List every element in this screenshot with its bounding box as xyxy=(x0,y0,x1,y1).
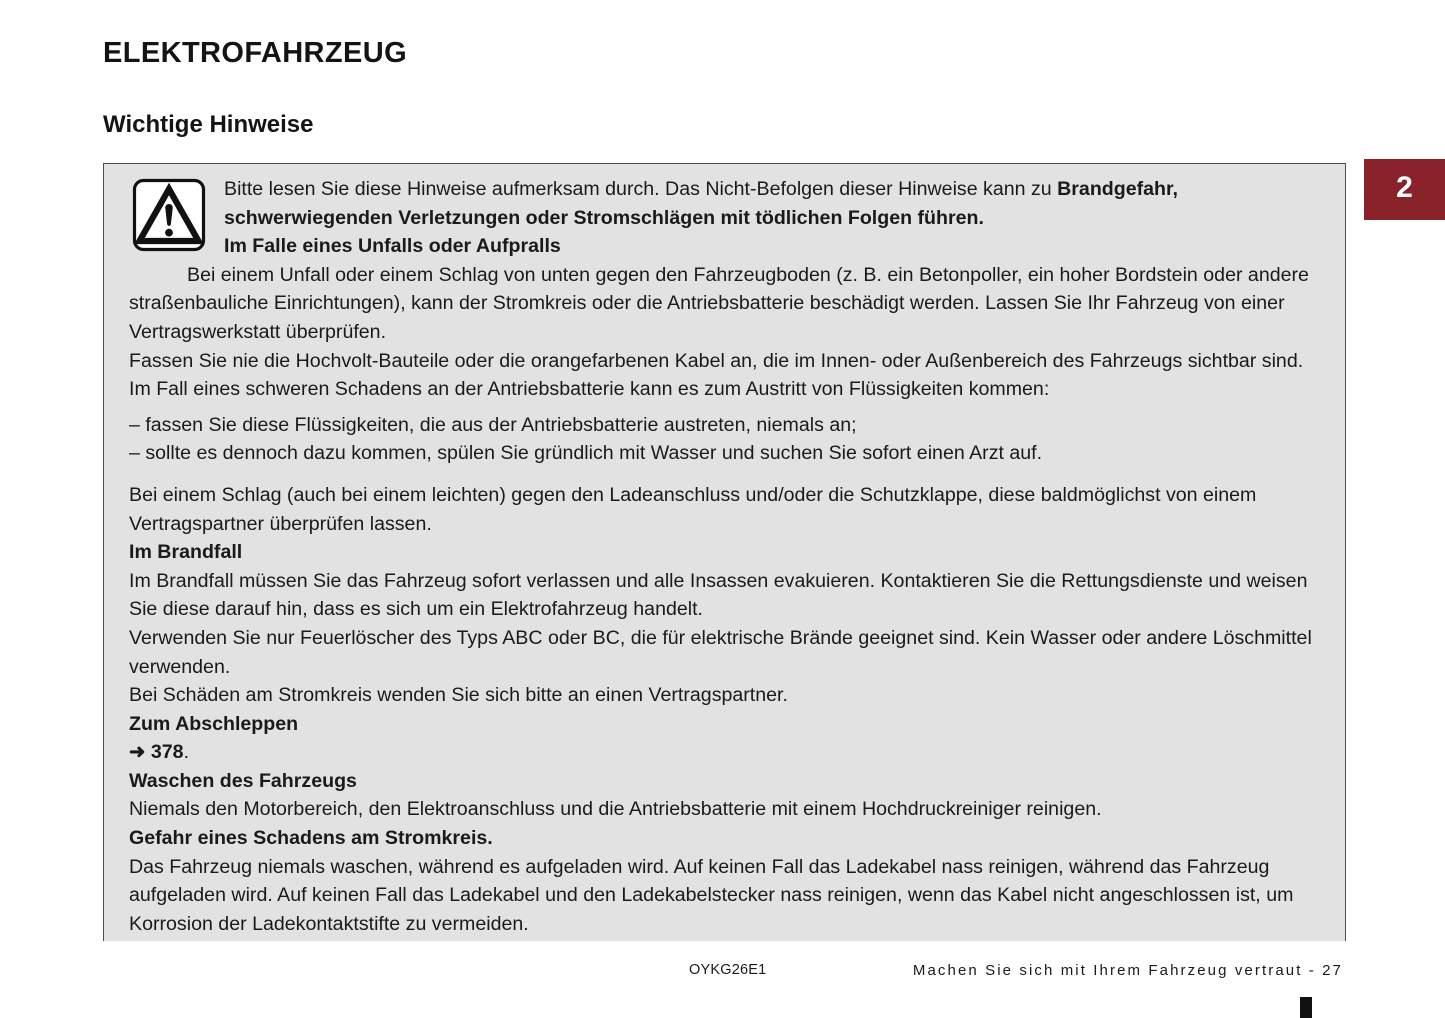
page-edge-marker xyxy=(1300,997,1312,1018)
warning-paragraph-washing-charging: Das Fahrzeug niemals waschen, während es aufgeladen wird. Auf keinen Fall das Ladekabel nass reinigen, während das Fahrzeug aufgeladen wird. Auf keinen Fall das Ladekabel und den Ladekabelstecker nass reinigen, wenn das Kabel nicht angeschlossen ist, um Korrosion der Ladekontaktstifte zu vermeiden. xyxy=(129,855,1294,935)
warning-heading-accident: Im Falle eines Unfalls oder Aufpralls xyxy=(224,235,561,258)
footer-document-code: OYKG26E1 xyxy=(689,962,767,978)
reference-page-number: 378 xyxy=(150,741,184,764)
warning-paragraph-accident-text: Bei einem Unfall oder einem Schlag von unten gegen den Fahrzeugboden (z. B. ein Betonpoller, ein hoher Bordstein oder andere straßenbauliche Einrichtungen), kann der Stromkreis oder die Antriebsbatterie beschädigt werden. Lassen Sie Ihr Fahrzeug von einer Vertragswerkstatt überprüfen. xyxy=(129,263,1309,343)
warning-lead-normal: Bitte lesen Sie diese Hinweise aufmerksam durch. Das Nicht-Befolgen dieser Hinweise kann zu xyxy=(224,178,1058,200)
spacer xyxy=(129,404,1324,411)
warning-panel xyxy=(103,163,1346,941)
warning-paragraph-fluids: Im Fall eines schweren Schadens an der Antriebsbatterie kann es zum Austritt von Flüssigkeiten kommen: xyxy=(129,378,1050,401)
spacer xyxy=(129,468,1324,481)
warning-page-reference xyxy=(129,738,1324,767)
warning-heading-towing: Zum Abschleppen xyxy=(129,712,299,735)
warning-heading-fire: Im Brandfall xyxy=(129,541,243,564)
warning-paragraph-pressure-washer: Niemals den Motorbereich, den Elektroanschluss und die Antriebsbatterie mit einem Hochdruckreiniger reinigen. xyxy=(129,798,1102,821)
warning-paragraph-extinguisher: Verwenden Sie nur Feuerlöscher des Typs ABC oder BC, die für elektrische Brände geeignet sind. Kein Wasser oder andere Löschmittel verwenden. xyxy=(129,626,1312,678)
chapter-tab-number: 2 xyxy=(1396,170,1413,204)
warning-paragraph-fire-evacuate: Im Brandfall müssen Sie das Fahrzeug sofort verlassen und alle Insassen evakuieren. Kontaktieren Sie die Rettungsdienste und weisen Sie diese darauf hin, dass es sich um ein Elektrofahrzeug handelt. xyxy=(129,569,1308,621)
section-heading: Wichtige Hinweise xyxy=(103,111,314,138)
footer xyxy=(0,962,1445,986)
chapter-tab xyxy=(1364,159,1445,220)
warning-bullet-fluids-contact: – fassen Sie diese Flüssigkeiten, die aus der Antriebsbatterie austreten, niemals an; xyxy=(129,413,857,436)
warning-paragraph-charge-port: Bei einem Schlag (auch bei einem leichten) gegen den Ladeanschluss und/oder die Schutzklappe, diese baldmöglichst von einem Vertragspartner überprüfen lassen. xyxy=(129,483,1257,535)
warning-heading-circuit-risk: Gefahr eines Schadens am Stromkreis. xyxy=(129,827,493,850)
warning-panel-inner xyxy=(104,164,1345,941)
warning-paragraph-accident xyxy=(129,261,1324,347)
warning-paragraph-circuit-damage: Bei Schäden am Stromkreis wenden Sie sich bitte an einen Vertragspartner. xyxy=(129,684,788,707)
footer-caption: Machen Sie sich mit Ihrem Fahrzeug vertraut - 27 xyxy=(912,962,1343,979)
warning-lead-paragraph xyxy=(224,175,1324,261)
warning-bullet-rinse-water: – sollte es dennoch dazu kommen, spülen Sie gründlich mit Wasser und suchen Sie sofort einen Arzt auf. xyxy=(129,442,1043,465)
warning-paragraph-hv-cables: Fassen Sie nie die Hochvolt-Bauteile oder die orangefarbenen Kabel an, die im Innen- oder Außenbereich des Fahrzeugs sichtbar sind. xyxy=(129,349,1304,372)
warning-text-column xyxy=(129,175,1324,938)
warning-heading-washing: Waschen des Fahrzeugs xyxy=(129,769,357,792)
arrow-right-icon: ➜ xyxy=(129,741,151,764)
warning-lead-bold: Brandgefahr, schwerwiegenden Verletzungen oder Stromschlägen mit tödlichen Folgen führen. xyxy=(224,178,1178,229)
page-title: ELEKTROFAHRZEUG xyxy=(103,37,408,69)
reference-suffix: . xyxy=(183,741,190,764)
